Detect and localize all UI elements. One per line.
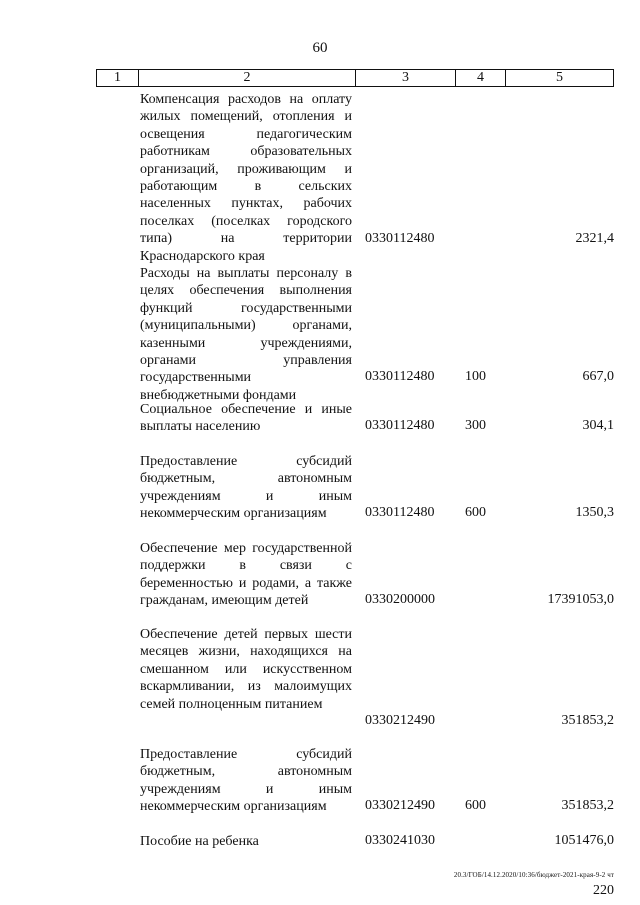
page-number: 60 [312,40,328,56]
header-col-1: 1 [97,70,139,86]
row-amount: 1350,3 [575,505,614,520]
footer-page-number: 220 [593,883,614,898]
row-description: Компенсация расходов на оплату жилых помещений, отопления и освещения педагогическим работникам образовательных организаций, проживающим и работающим в сельских населенных пунктах, рабочих поселках (поселках городского типа) на территории Краснодарского края [140,92,352,264]
header-col-4: 4 [456,70,506,86]
row-code: 0330112480 [365,369,435,384]
table-header [96,69,614,87]
row-kind: 600 [465,505,486,520]
row-code: 0330112480 [365,231,435,246]
row-description: Социальное обеспечение и иные выплаты населению [140,402,352,435]
header-col-5: 5 [556,70,563,85]
row-description: Обеспечение мер государственной поддержки в связи с беременностью и родами, а также гражданам, имеющим детей [140,541,352,609]
row-amount: 667,0 [582,369,614,384]
row-kind: 300 [465,418,486,433]
footer-document-id: 20.3/ГОБ/14.12.2020/10:36/бюджет-2021-края-9-2 чт [453,871,614,879]
row-code: 0330212490 [365,798,435,813]
row-code: 0330112480 [365,418,435,433]
row-amount: 304,1 [582,418,614,433]
row-code: 0330241030 [365,833,435,848]
row-description: Предоставление субсидий бюджетным, автономным учреждениям и иным некоммерческим организациям [140,454,352,522]
row-description: Пособие на ребенка [140,834,259,849]
row-amount: 1051476,0 [554,833,614,848]
row-amount: 351853,2 [561,798,614,813]
row-kind: 100 [465,369,486,384]
header-col-2: 2 [139,70,356,86]
row-amount: 17391053,0 [547,592,614,607]
row-code: 0330212490 [365,713,435,728]
row-kind: 600 [465,798,486,813]
header-col-3: 3 [356,70,456,86]
row-code: 0330200000 [365,592,435,607]
row-description: Расходы на выплаты персоналу в целях обеспечения выполнения функций государственными (муниципальными) органами, казенными учреждениями, органами управления государственными внебюджетными фондами [140,266,352,403]
row-amount: 351853,2 [561,713,614,728]
row-description: Обеспечение детей первых шести месяцев жизни, находящихся на смешанном или искусственном вскармливании, из малоимущих семей полноценным питанием [140,627,352,712]
row-code: 0330112480 [365,505,435,520]
row-description: Предоставление субсидий бюджетным, автономным учреждениям и иным некоммерческим организациям [140,747,352,815]
row-amount: 2321,4 [575,231,614,246]
